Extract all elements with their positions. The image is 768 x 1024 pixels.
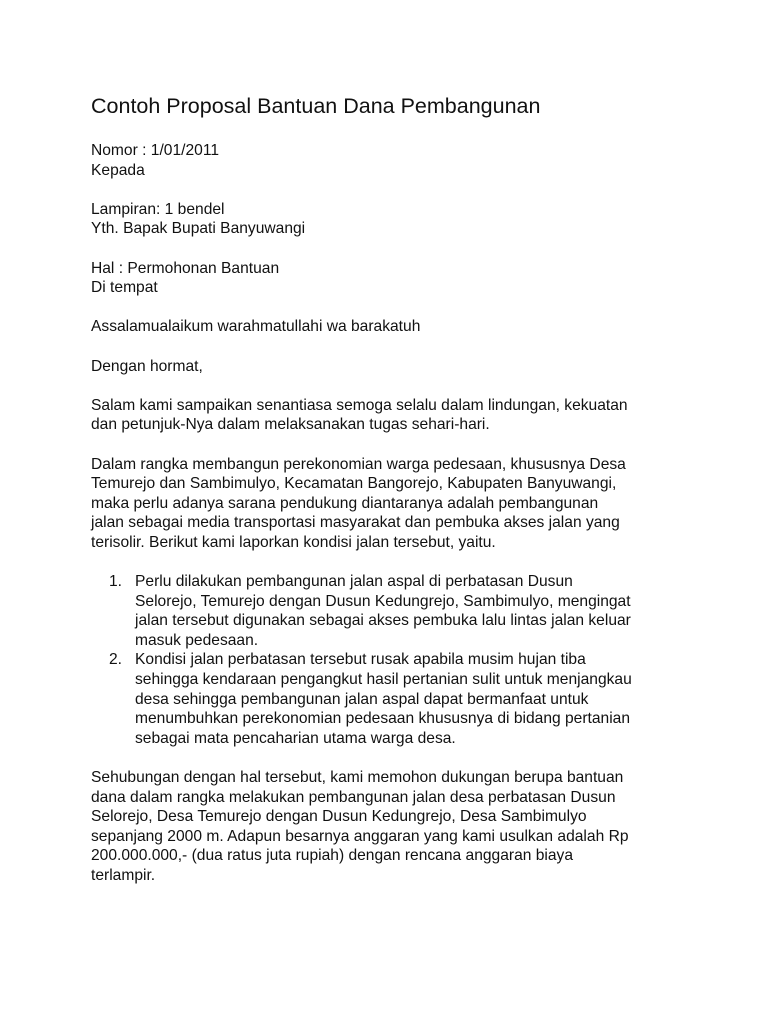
paragraph-line: Salam kami sampaikan senantiasa semoga selalu dalam lindungan, kekuatan	[91, 396, 628, 414]
list-item-line: menumbuhkan perekonomian pedesaan khususnya di bidang pertanian	[135, 710, 631, 728]
letter-header-recipient	[91, 200, 708, 239]
paragraph-background	[91, 455, 708, 553]
list-item	[91, 650, 708, 748]
letter-to: Kepada	[91, 161, 145, 179]
letter-subject: Hal : Permohonan Bantuan	[91, 259, 280, 277]
paragraph-line: dana dalam rangka melakukan pembangunan jalan desa perbatasan Dusun	[91, 788, 616, 806]
condition-list	[91, 572, 708, 748]
letter-recipient: Yth. Bapak Bupati Banyuwangi	[91, 220, 306, 238]
list-item-line: sebagai mata pencaharian utama warga desa.	[135, 729, 456, 747]
page-title: Contoh Proposal Bantuan Dana Pembangunan	[91, 94, 541, 118]
list-item-line: sehingga kendaraan pengangkut hasil pertanian sulit untuk menjangkau	[135, 671, 632, 689]
paragraph-line: terisolir. Berikut kami laporkan kondisi jalan tersebut, yaitu.	[91, 533, 496, 551]
paragraph-opening	[91, 396, 708, 435]
paragraph-request	[91, 768, 708, 886]
letter-header-subject	[91, 259, 708, 298]
letter-header-number	[91, 141, 708, 180]
paragraph-line: Temurejo dan Sambimulyo, Kecamatan Bangorejo, Kabupaten Banyuwangi,	[91, 475, 617, 493]
letter-attachment: Lampiran: 1 bendel	[91, 200, 225, 218]
paragraph-line: maka perlu adanya sarana pendukung diantaranya adalah pembangunan	[91, 494, 599, 512]
salutation: Dengan hormat,	[91, 357, 203, 375]
list-item-line: Kondisi jalan perbatasan tersebut rusak apabila musim hujan tiba	[135, 651, 586, 669]
paragraph-line: jalan sebagai media transportasi masyarakat dan pembuka akses jalan yang	[91, 514, 620, 532]
paragraph-line: terlampir.	[91, 866, 156, 884]
letter-number: Nomor : 1/01/2011	[91, 142, 220, 159]
letter-place: Di tempat	[91, 279, 158, 297]
list-item-line: masuk pedesaan.	[135, 631, 259, 649]
salutation-block	[91, 357, 708, 377]
list-item-line: desa sehingga pembangunan jalan aspal dapat bermanfaat untuk	[135, 690, 589, 708]
paragraph-line: sepanjang 2000 m. Adapun besarnya anggaran yang kami usulkan adalah Rp	[91, 827, 629, 845]
list-item-number: 2.	[109, 651, 123, 669]
list-item	[91, 572, 708, 650]
paragraph-line: dan petunjuk-Nya dalam melaksanakan tugas sehari-hari.	[91, 416, 490, 434]
paragraph-line: 200.000.000,- (dua ratus juta rupiah) dengan rencana anggaran biaya	[91, 847, 574, 865]
greeting-block	[91, 317, 708, 337]
paragraph-line: Dalam rangka membangun perekonomian warga pedesaan, khususnya Desa	[91, 455, 626, 473]
paragraph-line: Sehubungan dengan hal tersebut, kami memohon dukungan berupa bantuan	[91, 769, 624, 786]
greeting: Assalamualaikum warahmatullahi wa barakatuh	[91, 318, 421, 336]
list-item-line: Perlu dilakukan pembangunan jalan aspal di perbatasan Dusun	[135, 573, 573, 591]
paragraph-line: Selorejo, Desa Temurejo dengan Dusun Kedungrejo, Desa Sambimulyo	[91, 808, 587, 826]
list-item-line: Selorejo, Temurejo dengan Dusun Kedungrejo, Sambimulyo, mengingat	[135, 592, 631, 610]
list-item-line: jalan tersebut digunakan sebagai akses pembuka lalu lintas jalan keluar	[135, 612, 631, 630]
list-item-number: 1.	[109, 573, 123, 591]
